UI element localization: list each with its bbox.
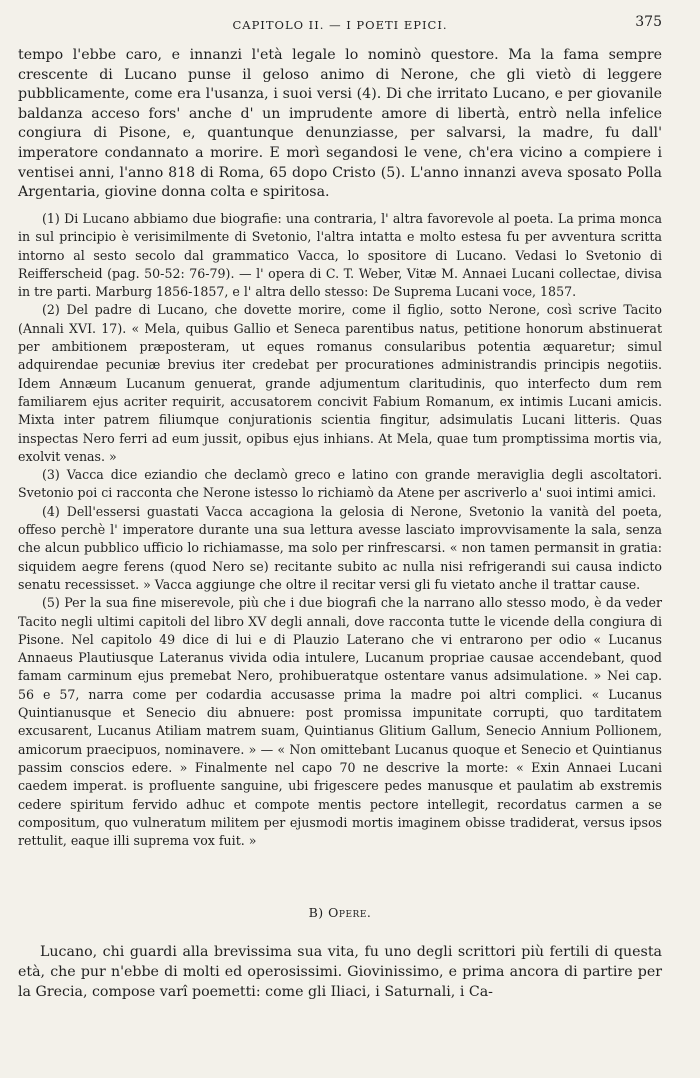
footnote-2: (2) Del padre di Lucano, che dovette morire, come il figlio, sotto Nerone, così scrive Tacito (Annali XVI. 17). « Mela, quibus Gallio et Seneca parentibus natus, petitione honorum abstinuerat per ambitionem præposteram, ut eques romanus consularibus potentia æquaretur; simul adquirendae pecuniæ brevius iter credebat per procurationes administrandis principis negotiis. Idem Annæum Lucanum genuerat, grande adjumentum claritudinis, quo interfecto dum rem familiarem ejus acriter requirit, accusatorem concivit Fabium Romanum, ex intimis Lucani amicis. Mixta inter patrem filiumque conjurationis scientia fingitur, adsimulatis Lucani litteris. Quas inspectas Nero ferri ad eum jussit, opibus ejus inhians. At Mela, quae tum promptissima mortis via, exolvit venas. » <box>18 302 662 464</box>
footnote-5: (5) Per la sua fine miserevole, più che i due biografi che la narrano allo stesso modo, è da veder Tacito negli ultimi capitoli del libro XV degli annali, dove racconta tutte le vicende della congiura di Pisone. Nel capitolo 49 dice di lui e di Plauzio Laterano che vi entrarono per odio « Lucanus Annaeus Plautiusque Lateranus vivida odia intulere, Lucanum propriae causae accendebant, quod famam carminum ejus premebat Nero, prohibueratque ostentare vanus adsimulatione. » Nei cap. 56 e 57, narra come per codardia accusasse prima la madre poi altri complici. « Lucanus Quintianusque et Senecio diu abnuere: post promissa impunitate corrupti, quo tarditatem excusarent, Lucanus Atiliam matrem suam, Quintianus Glitium Gallum, Senecio Annium Pollionem, amicorum praecipuos, nominavere. » — « Non omittebant Lucanus quoque et Senecio et Quintianus passim conscios edere. » Finalmente nel capo 70 ne descrive la morte: « Exin Annaei Lucani caedem imperat. is profluente sanguine, ubi frigescere pedes manusque et paulatim ab exstremis cedere spiritum fervido adhuc et compote mentis pectore intellegit, recordatus carmen a se compositum, quo vulneratum militem per ejusmodi mortis imaginem obisse tradiderat, versus ipsos rettulit, eaque illi suprema vox fuit. » <box>18 595 662 849</box>
running-header <box>18 14 662 36</box>
footnote-3: (3) Vacca dice eziandio che declamò greco e latino con grande meraviglia degli ascoltatori. Svetonio poi ci racconta che Nerone istesso lo richiamò da Atene per ascriverlo a' suoi intimi amici. <box>18 467 662 501</box>
section-body <box>18 942 662 1002</box>
paragraph: Lucano, chi guardi alla brevissima sua vita, fu uno degli scrittori più fertili di questa età, che pur n'ebbe di molti ed operosissimi. Giovinissimo, e prima ancora di partire per la Grecia, compose varî poemetti: come gli Iliaci, i Saturnali, i Ca- <box>18 944 662 1000</box>
main-text <box>18 46 662 203</box>
section-heading <box>18 905 662 920</box>
paragraph: tempo l'ebbe caro, e innanzi l'età legale lo nominò questore. Ma la fama sempre crescente di Lucano punse il geloso animo di Nerone, che gli vietò di leggere pubblicamente, come era l'usanza, i suoi versi (4). Di che irritato Lucano, e per giovanile baldanza acceso fors' anche d' un imprudente amore di libertà, entrò nella infelice congiura di Pisone, e, quantunque denunziasse, per salvarsi, la madre, fu dall' imperatore condannato a morire. E morì segandosi le vene, ch'era vicino a compiere i ventisei anni, l'anno 818 di Roma, 65 dopo Cristo (5). L'anno innanzi aveva sposato Polla Argentaria, giovine donna colta e spiritosa. <box>18 47 662 201</box>
footnote-4: (4) Dell'essersi guastati Vacca accagiona la gelosia di Nerone, Svetonio la vanità del poeta, offeso perchè l' imperatore durante una sua lettura avesse lasciato improvvisamente la sala, senza che alcun pubblico ufficio lo richiamasse, ma solo per rinfrescarsi. « non tamen permansit in gratia: siquidem aegre ferens (quod Nero se) recitante subito ac nulla nisi refrigerandi sui causa indicto senatu recessisset. » Vacca aggiunge che oltre il recitar versi gli fu vietato anche il trattar cause. <box>18 503 662 592</box>
page-number: 375 <box>635 14 662 30</box>
footnote-1: (1) Di Lucano abbiamo due biografie: una contraria, l' altra favorevole al poeta. La prima monca in sul principio è verisimilmente di Svetonio, l'altra intatta e molto estesa fu per avventura scritta intorno al sesto secolo dal grammatico Vacca, lo spositore di Lucano. Vedasi lo Svetonio di Reifferscheid (pag. 50-52: 76-79). — l' opera di C. T. Weber, Vitæ M. Annaei Lucani collectae, divisa in tre parti. Marburg 1856-1857, e l' altra dello stesso: De Suprema Lucani voce, 1857. <box>18 211 662 300</box>
section-prefix: B) <box>308 905 329 920</box>
chapter-title: CAPITOLO II. — I POETI EPICI. <box>232 18 448 32</box>
section-title: Opere. <box>328 905 372 920</box>
footnotes <box>18 210 662 850</box>
